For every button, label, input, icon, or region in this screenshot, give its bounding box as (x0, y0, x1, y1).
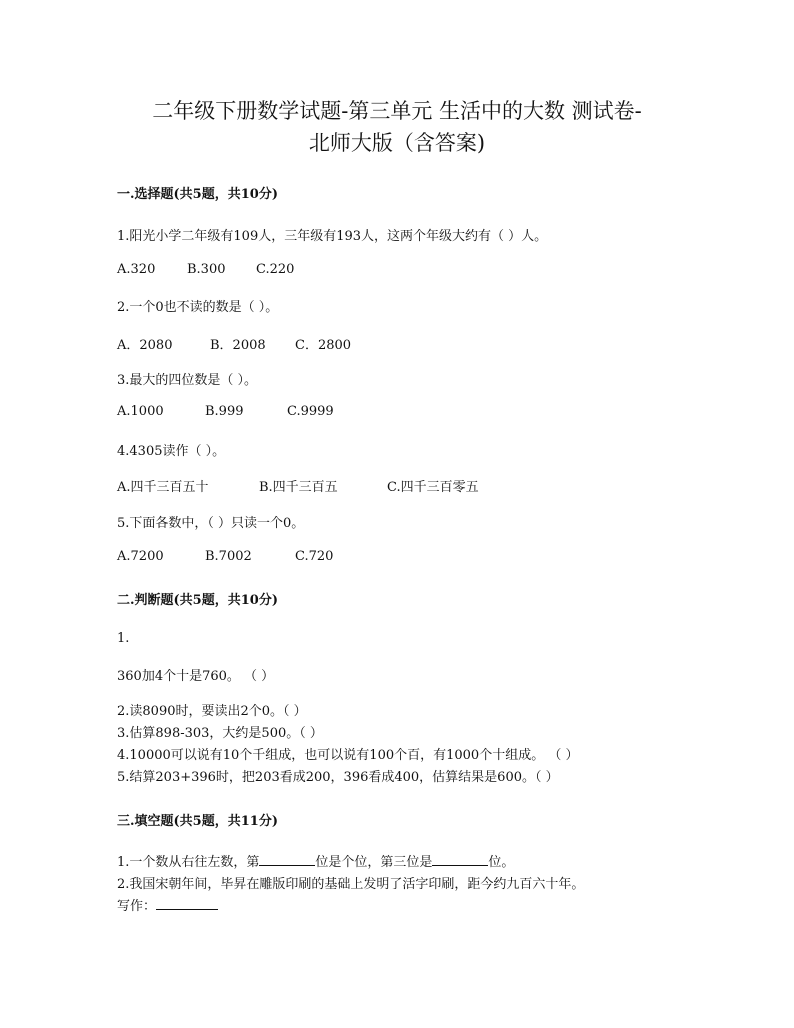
answer-blank[interactable] (156, 897, 218, 910)
fill-question-2: 2.我国宋朝年间，毕昇在雕版印刷的基础上发明了活字印刷，距今约九百六十年。 (117, 877, 585, 892)
judge-question-1-number: 1. (117, 631, 130, 646)
question-1-3-option-a: A.1000 (117, 404, 164, 419)
page-title-line-1: 二年级下册数学试题-第三单元 生活中的大数 测试卷- (152, 99, 642, 123)
question-1-1-option-c: C.220 (256, 262, 295, 277)
question-1-4-option-b: B.四千三百五 (259, 480, 338, 495)
question-1-2-option-a: A．2080 (117, 338, 173, 353)
fill-question-1-part-c: 位。 (488, 855, 515, 870)
question-1-4-option-c: C.四千三百零五 (387, 480, 479, 495)
question-1-5-option-b: B.7002 (205, 549, 252, 564)
question-1-4-stem: 4.4305读作（ ）。 (117, 444, 226, 459)
judge-question-5: 5.结算203+396时，把203看成200，396看成400，估算结果是600。（ ） (117, 770, 559, 785)
question-1-4-option-a: A.四千三百五十 (117, 480, 209, 495)
question-1-5-option-c: C.720 (295, 549, 334, 564)
answer-blank[interactable] (432, 853, 488, 866)
section-1-heading: 一.选择题(共5题，共10分) (117, 187, 278, 202)
answer-blank[interactable] (259, 853, 315, 866)
question-1-5-stem: 5.下面各数中，（ ）只读一个0。 (117, 516, 305, 531)
question-1-1-option-b: B.300 (187, 262, 226, 277)
question-1-2-stem: 2.一个0也不读的数是（ ）。 (117, 300, 279, 315)
question-1-2-option-b: B．2008 (210, 338, 266, 353)
page-title-line-2: 北师大版（含答案) (308, 131, 486, 155)
section-3-heading: 三.填空题(共5题，共11分) (117, 814, 278, 829)
question-1-1-option-a: A.320 (117, 262, 156, 277)
question-1-2-option-c: C．2800 (295, 338, 352, 353)
judge-question-3: 3.估算898-303，大约是500。（ ） (117, 726, 323, 741)
fill-question-1 (117, 851, 514, 870)
question-1-3-option-b: B.999 (205, 404, 244, 419)
question-1-1-stem: 1.阳光小学二年级有109人，三年级有193人，这两个年级大约有（ ）人。 (117, 229, 548, 244)
section-2-heading: 二.判断题(共5题，共10分) (117, 593, 278, 608)
question-1-3-stem: 3.最大的四位数是（ ）。 (117, 373, 258, 388)
fill-question-1-part-a: 1.一个数从右往左数，第 (117, 855, 260, 870)
write-label: 写作： (117, 899, 157, 914)
judge-question-2: 2.读8090时，要读出2个0。（ ） (117, 704, 307, 719)
fill-question-2-write (117, 895, 218, 914)
question-1-5-option-a: A.7200 (117, 549, 164, 564)
judge-question-1-text: 360加4个十是760。 （ ） (117, 669, 275, 684)
fill-question-1-part-b: 位是个位，第三位是 (315, 855, 433, 870)
question-1-3-option-c: C.9999 (287, 404, 334, 419)
judge-question-4: 4.10000可以说有10个千组成，也可以说有100个百，有1000个十组成。 （ ） (117, 748, 579, 763)
